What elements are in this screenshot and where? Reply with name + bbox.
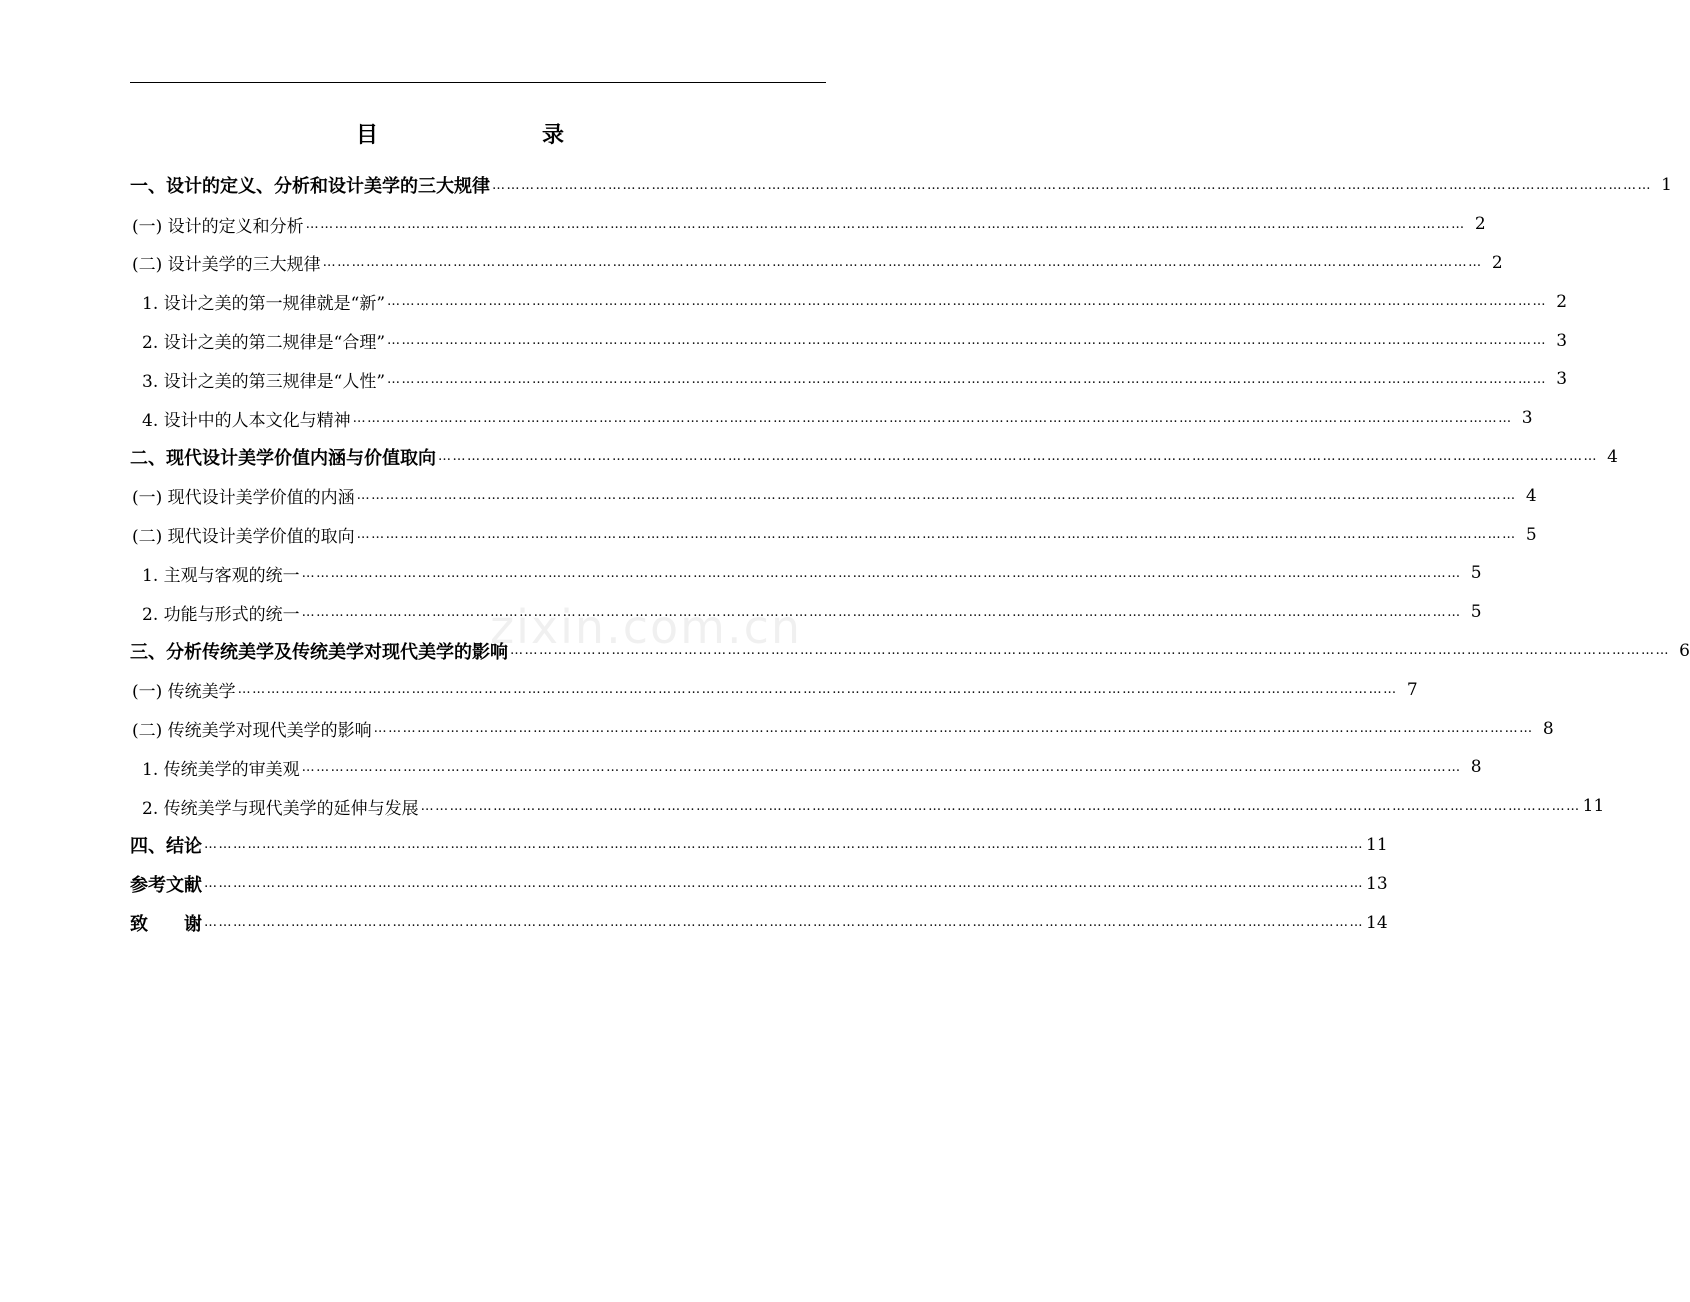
toc-leader-dots: ……………………………………………………………………………………………………………………………………………………………………………………………………………………	[510, 643, 1670, 659]
toc-entry-label: 四、结论	[130, 835, 202, 857]
toc-entry-page: 8	[1470, 757, 1482, 778]
toc-entry-label: 二、现代设计美学价值内涵与价值取向	[130, 447, 436, 469]
toc-leader-dots: ……………………………………………………………………………………………………………………………………………………………………………………………………………………	[438, 449, 1598, 465]
toc-entry[interactable]	[130, 593, 1482, 632]
toc-entry[interactable]	[130, 282, 1568, 321]
toc-entry-page: 6	[1679, 640, 1690, 661]
toc-leader-dots: ……………………………………………………………………………………………………………………………………………………………………………………………………………………	[204, 876, 1364, 892]
toc-entry-page: 14	[1366, 912, 1388, 933]
toc-entry-page: 5	[1525, 524, 1537, 545]
toc-entry-page: 5	[1470, 563, 1482, 584]
header-rule	[130, 82, 826, 83]
toc-entry-label: (一) 现代设计美学价值的内涵	[132, 488, 355, 509]
toc-entry[interactable]	[130, 399, 1533, 438]
toc-entry[interactable]	[130, 321, 1568, 360]
toc-entry-page: 2	[1491, 252, 1503, 273]
toc-entry-page: 11	[1366, 834, 1388, 855]
table-of-contents	[130, 166, 1690, 942]
toc-entry-label: 3. 设计之美的第三规律是“人性”	[142, 371, 386, 392]
toc-entry[interactable]	[130, 205, 1486, 244]
toc-entry[interactable]	[130, 787, 1605, 826]
toc-entry[interactable]	[130, 360, 1568, 399]
toc-entry-label: (二) 现代设计美学价值的取向	[132, 527, 355, 548]
toc-entry-label: 1. 传统美学的审美观	[142, 759, 300, 780]
toc-entry[interactable]	[130, 826, 1388, 865]
toc-leader-dots: ……………………………………………………………………………………………………………………………………………………………………………………………………………………	[204, 837, 1364, 853]
toc-leader-dots: ……………………………………………………………………………………………………………………………………………………………………………………………………………………	[301, 759, 1462, 775]
toc-entry-label: 一、设计的定义、分析和设计美学的三大规律	[130, 176, 490, 198]
toc-leader-dots: ……………………………………………………………………………………………………………………………………………………………………………………………………………………	[352, 410, 1513, 426]
toc-entry-page: 3	[1556, 330, 1568, 351]
toc-entry[interactable]	[130, 438, 1618, 477]
toc-leader-dots: ……………………………………………………………………………………………………………………………………………………………………………………………………………………	[356, 527, 1517, 543]
toc-entry-label: 2. 传统美学与现代美学的延伸与发展	[142, 798, 419, 819]
toc-entry-label: (一) 设计的定义和分析	[132, 216, 304, 237]
toc-entry[interactable]	[130, 903, 1388, 942]
toc-entry-label: 2. 功能与形式的统一	[142, 604, 300, 625]
toc-entry-label: 致 谢	[130, 913, 202, 935]
toc-entry-page: 11	[1582, 796, 1605, 817]
toc-entry-page: 2	[1556, 291, 1568, 312]
toc-entry[interactable]	[130, 476, 1537, 515]
toc-leader-dots: ……………………………………………………………………………………………………………………………………………………………………………………………………………………	[301, 565, 1462, 581]
toc-leader-dots: ……………………………………………………………………………………………………………………………………………………………………………………………………………………	[387, 294, 1548, 310]
toc-leader-dots: ……………………………………………………………………………………………………………………………………………………………………………………………………………………	[204, 915, 1364, 931]
toc-entry-label: (二) 设计美学的三大规律	[132, 255, 321, 276]
toc-leader-dots: ……………………………………………………………………………………………………………………………………………………………………………………………………………………	[420, 798, 1581, 814]
toc-entry-page: 2	[1474, 214, 1486, 235]
toc-entry[interactable]	[130, 554, 1482, 593]
toc-leader-dots: ……………………………………………………………………………………………………………………………………………………………………………………………………………………	[373, 721, 1534, 737]
toc-entry-label: (二) 传统美学对现代美学的影响	[132, 721, 372, 742]
toc-leader-dots: ……………………………………………………………………………………………………………………………………………………………………………………………………………………	[301, 604, 1462, 620]
toc-entry[interactable]	[130, 670, 1418, 709]
toc-entry-label: 1. 主观与客观的统一	[142, 565, 300, 586]
toc-entry-page: 3	[1521, 408, 1533, 429]
toc-entry-page: 7	[1406, 679, 1418, 700]
toc-leader-dots: ……………………………………………………………………………………………………………………………………………………………………………………………………………………	[305, 216, 1466, 232]
toc-entry-page: 4	[1525, 485, 1537, 506]
toc-title: 目 录	[355, 123, 604, 148]
toc-entry-label: 参考文献	[130, 874, 202, 896]
toc-entry[interactable]	[130, 864, 1388, 903]
toc-leader-dots: ……………………………………………………………………………………………………………………………………………………………………………………………………………………	[237, 682, 1398, 698]
toc-entry-label: 4. 设计中的人本文化与精神	[142, 410, 351, 431]
toc-entry-page: 4	[1607, 446, 1618, 467]
toc-leader-dots: ……………………………………………………………………………………………………………………………………………………………………………………………………………………	[356, 488, 1517, 504]
toc-entry[interactable]	[130, 166, 1672, 205]
toc-entry[interactable]	[130, 632, 1690, 671]
toc-entry-label: 2. 设计之美的第二规律是“合理”	[142, 333, 386, 354]
toc-leader-dots: ……………………………………………………………………………………………………………………………………………………………………………………………………………………	[387, 333, 1548, 349]
toc-leader-dots: ……………………………………………………………………………………………………………………………………………………………………………………………………………………	[492, 177, 1652, 193]
toc-entry-label: (一) 传统美学	[132, 682, 236, 703]
toc-entry[interactable]	[130, 515, 1537, 554]
toc-leader-dots: ……………………………………………………………………………………………………………………………………………………………………………………………………………………	[322, 255, 1483, 271]
toc-entry-page: 5	[1470, 602, 1482, 623]
toc-entry-label: 1. 设计之美的第一规律就是“新”	[142, 294, 386, 315]
toc-entry-page: 8	[1542, 718, 1554, 739]
toc-entry[interactable]	[130, 244, 1503, 283]
toc-entry-page: 3	[1556, 369, 1568, 390]
toc-entry[interactable]	[130, 709, 1554, 748]
toc-entry-page: 1	[1661, 175, 1672, 196]
watermark: zixin.com.cn	[490, 600, 803, 654]
toc-entry-page: 13	[1366, 873, 1388, 894]
toc-entry[interactable]	[130, 748, 1482, 787]
toc-leader-dots: ……………………………………………………………………………………………………………………………………………………………………………………………………………………	[387, 371, 1548, 387]
toc-entry-label: 三、分析传统美学及传统美学对现代美学的影响	[130, 641, 508, 663]
